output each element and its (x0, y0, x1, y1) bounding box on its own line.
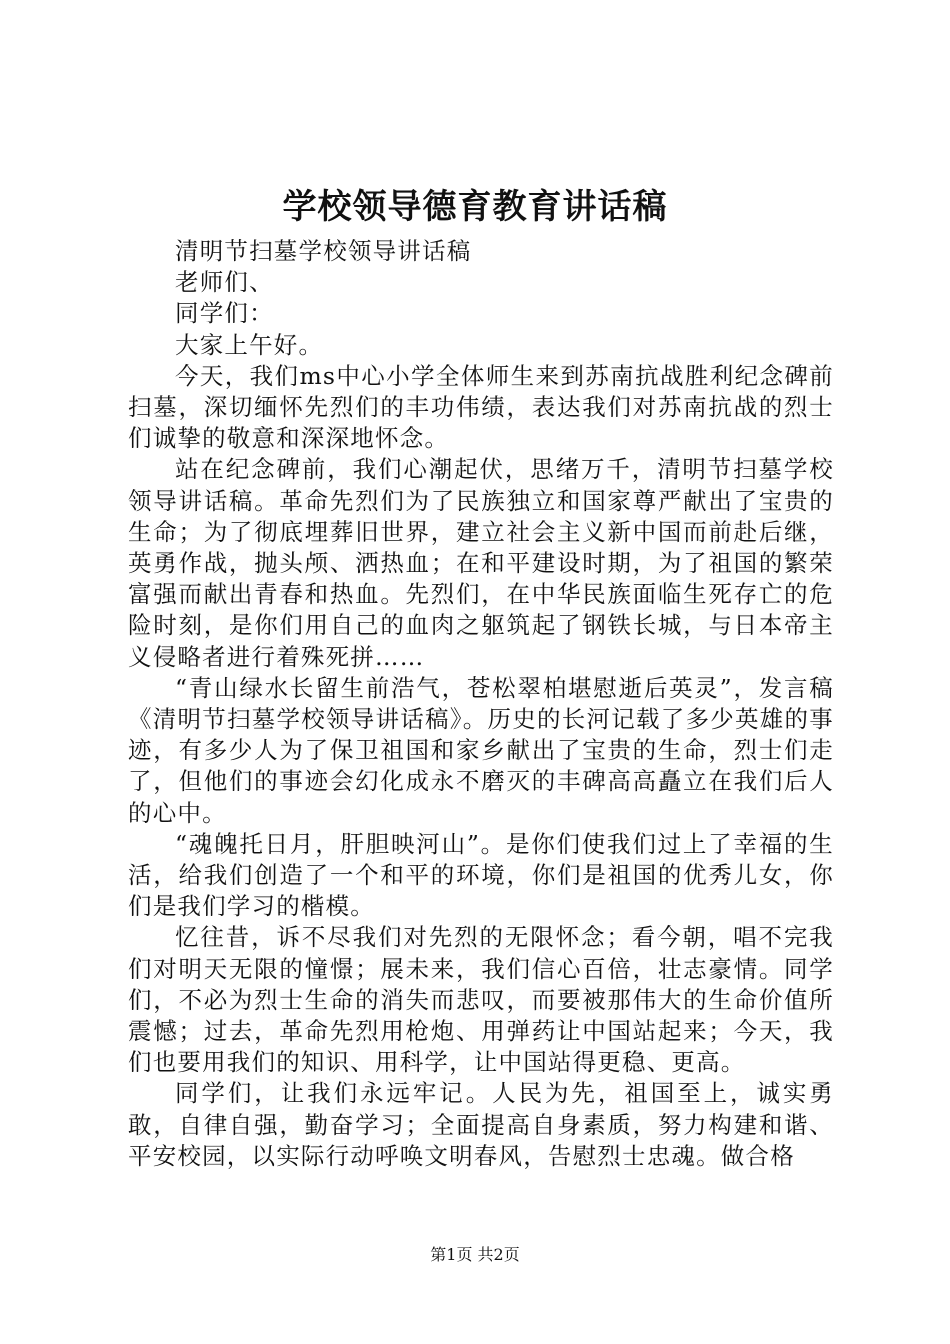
paragraph-body: 同学们，让我们永远牢记。人民为先，祖国至上，诚实勇敢，自律自强，勤奋学习；全面提高自身素质，努力构建和谐、平安校园，以实际行动呼唤文明春风，告慰烈士忠魂。做合格 (128, 1079, 834, 1170)
paragraph-body: “青山绿水长留生前浩气，苍松翠柏堪慰逝后英灵”，发言稿《清明节扫墓学校领导讲话稿》。历史的长河记载了多少英雄的事迹，有多少人为了保卫祖国和家乡献出了宝贵的生命，烈士们走了，但他们的事迹会幻化成永不磨灭的丰碑高高矗立在我们后人的心中。 (128, 673, 834, 827)
paragraph-body: 忆往昔，诉不尽我们对先烈的无限怀念；看今朝，唱不完我们对明天无限的憧憬；展未来，我们信心百倍，壮志豪情。同学们，不必为烈士生命的消失而悲叹，而要被那伟大的生命价值所震憾；过去，革命先烈用枪炮、用弹药让中国站起来；今天，我们也要用我们的知识、用科学，让中国站得更稳、更高。 (128, 923, 834, 1077)
paragraph-body: 今天，我们ms中心小学全体师生来到苏南抗战胜利纪念碑前扫墓，深切缅怀先烈们的丰功伟绩，表达我们对苏南抗战的烈士们诚挚的敬意和深深地怀念。 (128, 361, 834, 453)
paragraph-subtitle: 清明节扫墓学校领导讲话稿 (175, 237, 472, 265)
page-number-footer: 第1页 共2页 (430, 1245, 520, 1264)
paragraph-body: “魂魄托日月，肝胆映河山”。是你们使我们过上了幸福的生活，给我们创造了一个和平的环境，你们是祖国的优秀儿女，你们是我们学习的楷模。 (128, 829, 834, 921)
document-title: 学校领导德育教育讲话稿 (282, 187, 668, 227)
document-body (128, 236, 834, 1172)
paragraph-good-morning: 大家上午好。 (175, 330, 324, 359)
paragraph-greeting-teachers: 老师们、 (175, 268, 274, 297)
paragraph-greeting-students: 同学们： (175, 299, 274, 328)
paragraph-body: 站在纪念碑前，我们心潮起伏，思绪万千，清明节扫墓学校领导讲话稿。革命先烈们为了民族独立和国家尊严献出了宝贵的生命；为了彻底埋葬旧世界，建立社会主义新中国而前赴后继，英勇作战，抛头颅、洒热血；在和平建设时期，为了祖国的繁荣富强而献出青春和热血。先烈们，在中华民族面临生死存亡的危险时刻，是你们用自己的血肉之躯筑起了钢铁长城，与日本帝主义侵略者进行着殊死拼…… (128, 455, 834, 671)
